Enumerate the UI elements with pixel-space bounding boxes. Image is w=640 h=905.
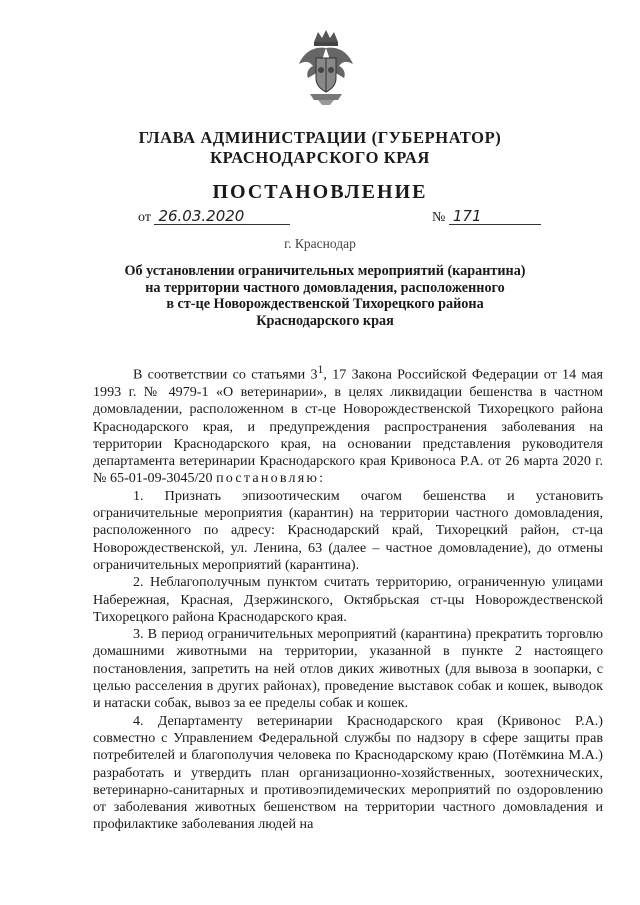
- title-line: Краснодарского края: [256, 312, 394, 329]
- date-field: [138, 208, 290, 226]
- date-value: 26.03.2020: [154, 208, 290, 225]
- authority-title-line1: ГЛАВА АДМИНИСТРАЦИИ (ГУБЕРНАТОР): [138, 128, 502, 147]
- decree-word: постановляю:: [216, 470, 326, 487]
- city-label: г. Краснодар: [284, 236, 356, 251]
- coat-of-arms-emblem: [296, 28, 356, 106]
- paragraph-1: 1. Признать эпизоотическим очагом бешенства и установить ограничительные мероприятия (карантин) на территории частного домовладения, расположенного по адресу: Краснодарский край, Тихорецкий район, ст-ца Новорождественской, ул. Ленина, 63 (далее – частное домовладение), до отмены ограничительных мероприятий (карантина).: [93, 487, 603, 573]
- title-line: Об установлении ограничительных мероприятий (карантина): [124, 263, 526, 279]
- title-line: на территории частного домовладения, расположенного: [145, 279, 505, 296]
- paragraph-2: 2. Неблагополучным пунктом считать территорию, ограниченную улицами Набережная, Красная, Дзержинского, Октябрьская ст-цы Новорождественской Тихорецкого района Краснодарского края.: [93, 574, 603, 625]
- number-value: 171: [449, 208, 541, 225]
- date-prefix: от: [138, 210, 151, 225]
- intro-text-cont: , 17 Закона Российской Федерации от 14 мая 1993 г. № 4979-1 «О ветеринарии», в целях ликвидации бешенства в частном домовладении, расположенном в ст-це Новорождественской Тихорецкого района Краснодарского края, и предупреждения распространения заболевания на территории Краснодарского края, на основании представления руководителя департамента ветеринарии Краснодарского края Кривоноса Р.А. от 26 марта 2020 г. № 65-01-09-3045/20: [93, 366, 603, 487]
- document-title: [90, 263, 560, 329]
- document-body: [93, 361, 603, 834]
- number-field: [432, 208, 541, 226]
- authority-title-line2: КРАСНОДАРСКОГО КРАЯ: [210, 148, 430, 167]
- intro-text: В соответствии со статьями 3: [133, 366, 318, 383]
- paragraph-4: 4. Департаменту ветеринарии Краснодарского края (Кривонос Р.А.) совместно с Управлением Федеральной службы по надзору в сфере защиты прав потребителей и благополучия человека по Краснодарскому краю (Потёмкина М.А.) разработать и утвердить план организационно-хозяйственных, зоотехнических, ветеринарно-санитарных и противоэпидемических мероприятий по оздоровлению от заболевания животных бешенством на территории частного домовладения и профилактике заболевания людей на: [93, 712, 603, 833]
- intro-paragraph: [93, 361, 603, 488]
- number-prefix: №: [432, 210, 446, 225]
- superscript: 1: [317, 363, 324, 376]
- title-line: в ст-це Новорождественской Тихорецкого района: [166, 296, 484, 312]
- document-type: ПОСТАНОВЛЕНИЕ: [212, 181, 428, 203]
- paragraph-3: 3. В период ограничительных мероприятий (карантина) прекратить торговлю домашними животными на территории, указанной в пункте 2 настоящего постановления, запретить на ней отлов диких животных (для вывоза в зоопарки, с целью расселения в других районах), проведение выставок собак и кошек, выводок и натаски собак, вывоз за ее пределы собак и кошек.: [93, 626, 603, 712]
